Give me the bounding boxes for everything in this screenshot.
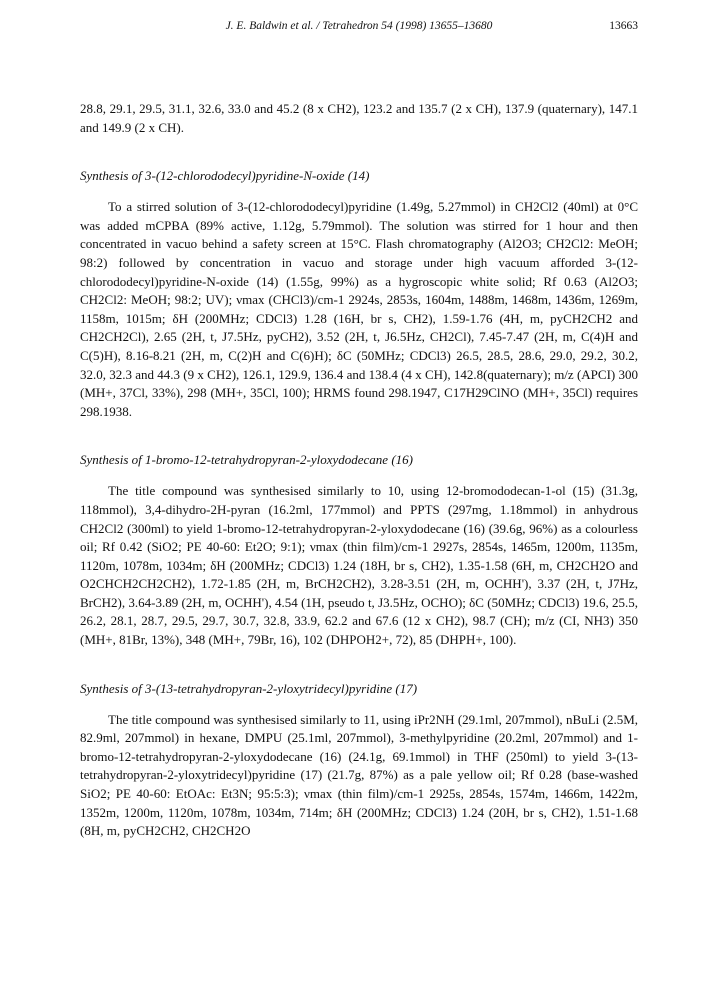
intro-paragraph: 28.8, 29.1, 29.5, 31.1, 32.6, 33.0 and 45.2 (8 x CH2), 123.2 and 135.7 (2 x CH), 137.9 (quaternary), 147.1 and 149.9 (2 x CH). <box>80 101 638 135</box>
section-heading-14: Synthesis of 3-(12-chlorododecyl)pyridine-N-oxide (14) <box>80 168 370 184</box>
section-paragraph-17: The title compound was synthesised similarly to 11, using iPr2NH (29.1ml, 207mmol), nBuLi (2.5M, 82.9ml, 207mmol) in hexane, DMPU (25.1ml, 207mmol), 3-methylpyridine (20.2ml, 207mmol) and 1-bromo-12-tetrahydropyran-2-yloxydodecane (16) (24.1g, 69.1mmol) in THF (250ml) to yield 3-(13-tetrahydropyran-2-yloxytridecyl)pyridine (17) (21.7g, 87%) as a pale yellow oil; Rf 0.28 (base-washed SiO2; PE 40-60: EtOAc: Et3N; 95:5:3); νmax (thin film)/cm-1 2925s, 2854s, 1574m, 1466m, 1422m, 1352m, 1200m, 1120m, 1078m, 1034m, 714m; δH (200MHz; CDCl3) 1.24 (20H, br s, CH2), 1.51-1.68 (8H, m, pyCH2CH2, CH2CH2O <box>80 711 638 839</box>
page-number: 13663 <box>609 20 638 32</box>
running-head: J. E. Baldwin et al. / Tetrahedron 54 (1998) 13655–13680 <box>225 20 493 32</box>
page-header <box>80 20 638 38</box>
section-paragraph-16: The title compound was synthesised similarly to 10, using 12-bromododecan-1-ol (15) (31.3g, 118mmol), 3,4-dihydro-2H-pyran (16.2ml, 177mmol) and PPTS (297mg, 1.18mmol) in anhydrous CH2Cl2 (300ml) to yield 1-bromo-12-tetrahydropyran-2-yloxydodecane (16) (39.6g, 96%) as a colourless oil; Rf 0.42 (SiO2; PE 40-60: Et2O; 9:1); νmax (thin film)/cm-1 2927s, 2854s, 1465m, 1200m, 1135m, 1120m, 1078m, 1034m; δH (200MHz; CDCl3) 1.24 (18H, br s, CH2), 1.35-1.58 (6H, m, CH2CH2O and O2CHCH2CH2CH2), 1.72-1.85 (2H, m, BrCH2CH2), 3.28-3.51 (2H, m, OCHH'), 3.37 (2H, t, J7Hz, BrCH2), 3.64-3.89 (2H, m, OCHH'), 4.54 (1H, pseudo t, J3.5Hz, OCHO); δC (50MHz; CDCl3) 19.6, 25.5, 26.2, 28.1, 28.7, 29.5, 29.7, 30.7, 32.8, 33.9, 62.2 and 67.6 (12 x CH2), 98.7 (CH); m/z (CI, NH3) 350 (MH+, 81Br, 13%), 348 (MH+, 79Br, 16), 102 (DHPOH2+, 72), 85 (DHPH+, 100). <box>80 483 638 648</box>
section-heading-17: Synthesis of 3-(13-tetrahydropyran-2-yloxytridecyl)pyridine (17) <box>80 680 418 696</box>
section-paragraph-14: To a stirred solution of 3-(12-chlorododecyl)pyridine (1.49g, 5.27mmol) in CH2Cl2 (40ml) at 0°C was added mCPBA (89% active, 1.12g, 5.79mmol). The solution was stirred for 1 hour and then concentrated in vacuo behind a safety screen at 15°C. Flash chromatography (Al2O3; CH2Cl2: MeOH; 98:2) followed by concentration in vacuo and storage under high vacuum afforded 3-(12-chlorododecyl)pyridine-N-oxide (14) (1.55g, 99%) as a hygroscopic white solid; Rf 0.63 (Al2O3; CH2Cl2: MeOH; 98:2; UV); νmax (CHCl3)/cm-1 2924s, 2853s, 1604m, 1488m, 1468m, 1436m, 1269m, 1158m, 1015m; δH (200MHz; CDCl3) 1.28 (16H, br s, CH2), 1.59-1.76 (4H, m, pyCH2CH2 and CH2CH2Cl), 2.65 (2H, t, J7.5Hz, pyCH2), 3.52 (2H, t, J6.5Hz, CH2Cl), 7.45-7.47 (2H, m, C(4)H and C(5)H), 8.16-8.21 (2H, m, C(2)H and C(6)H); δC (50MHz; CDCl3) 26.5, 28.5, 28.6, 29.0, 29.2, 30.2, 32.0, 32.3 and 44.3 (9 x CH2), 126.1, 129.9, 136.4 and 138.4 (4 x CH), 142.8(quaternary); m/z (APCI) 300 (MH+, 37Cl, 33%), 298 (MH+, 35Cl, 100); HRMS found 298.1947, C17H29ClNO (MH+, 35Cl) requires 298.1938. <box>80 199 638 419</box>
article-body <box>80 100 638 841</box>
section-heading-16: Synthesis of 1-bromo-12-tetrahydropyran-2-yloxydodecane (16) <box>80 452 413 468</box>
